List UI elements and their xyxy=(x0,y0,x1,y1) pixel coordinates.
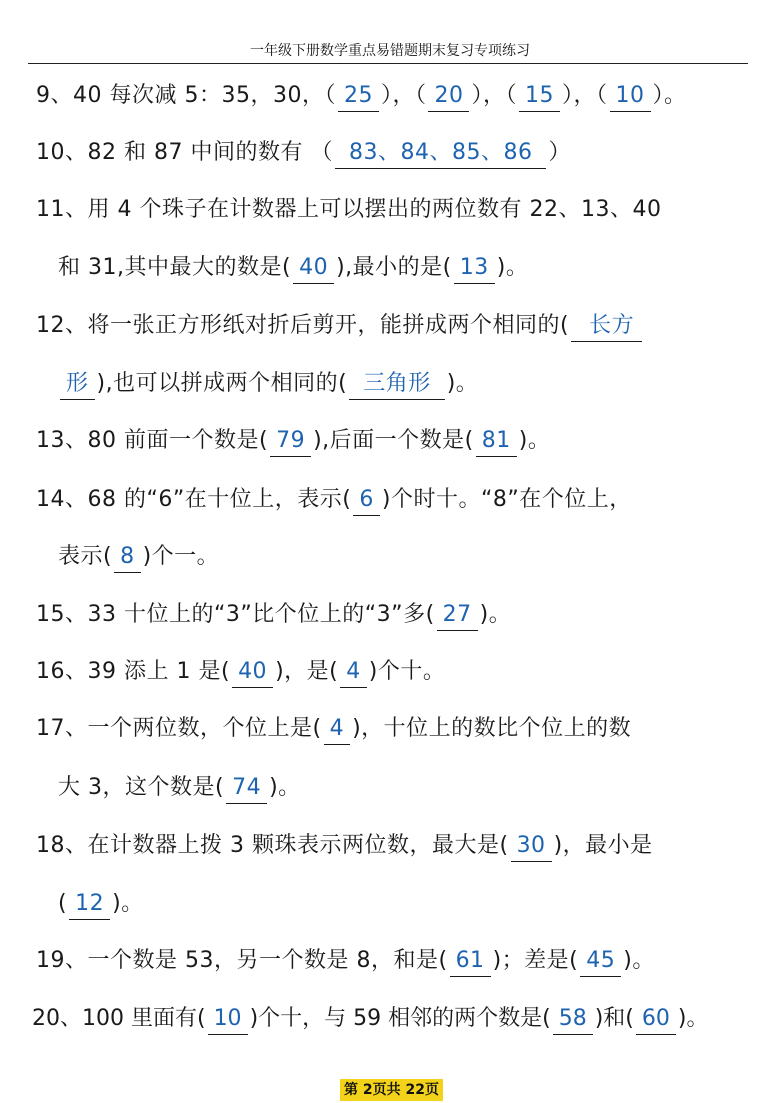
question-text: )。 xyxy=(623,948,655,973)
question-text: )，是( xyxy=(275,659,339,684)
question-text: )。 xyxy=(496,255,529,280)
answer-blank: 27 xyxy=(437,600,478,631)
answer-blank: 8 xyxy=(114,542,141,573)
question-11 xyxy=(36,190,661,230)
question-text: ),也可以拼成两个相同的( xyxy=(96,371,348,396)
question-11-cont xyxy=(58,248,528,288)
question-text: 9、40 每次减 5：35，30，（ xyxy=(36,83,336,108)
question-text: ）。 xyxy=(652,83,687,108)
answer-blank: 25 xyxy=(338,81,379,112)
header-divider xyxy=(28,63,748,64)
answer-blank: 4 xyxy=(324,714,351,745)
question-16 xyxy=(36,652,445,692)
question-text: )个时十。“8”在个位上， xyxy=(381,487,632,512)
question-text: )。 xyxy=(518,428,551,453)
answer-blank: 30 xyxy=(511,831,552,862)
question-18-cont xyxy=(58,884,144,924)
question-text: 20、100 里面有( xyxy=(32,1006,206,1031)
question-text: ），（ xyxy=(380,83,427,108)
question-text: )。 xyxy=(479,602,512,627)
answer-blank: 60 xyxy=(636,1004,676,1035)
answer-blank: 12 xyxy=(69,889,110,920)
question-19 xyxy=(36,941,655,981)
question-text: )。 xyxy=(446,371,479,396)
question-17-cont xyxy=(58,768,301,808)
question-text: 18、在计数器上拨 3 颗珠表示两位数，最大是( xyxy=(36,833,509,858)
question-text: )个十，与 59 相邻的两个数是( xyxy=(249,1006,551,1031)
question-15 xyxy=(36,595,511,635)
answer-blank: 58 xyxy=(553,1004,593,1035)
question-text: )。 xyxy=(112,891,144,916)
question-13 xyxy=(36,421,550,461)
question-text: 表示( xyxy=(58,544,113,569)
question-17 xyxy=(36,709,631,749)
question-text: 12、将一张正方形纸对折后剪开，能拼成两个相同的( xyxy=(36,313,570,338)
question-18 xyxy=(36,826,653,866)
question-text: 和 31,其中最大的数是( xyxy=(58,255,292,280)
answer-blank: 40 xyxy=(293,253,334,284)
page-header: 一年级下册数学重点易错题期末复习专项练习 xyxy=(250,43,530,59)
answer-blank: 45 xyxy=(580,946,621,977)
question-text: ),后面一个数是( xyxy=(313,428,474,453)
answer-blank: 74 xyxy=(226,773,267,804)
question-text: 10、82 和 87 中间的数有 （ xyxy=(36,140,333,165)
question-text: 19、一个数是 53，另一个数是 8，和是( xyxy=(36,948,448,973)
answer-blank: 6 xyxy=(353,485,380,516)
answer-blank: 10 xyxy=(208,1004,248,1035)
question-text: )。 xyxy=(677,1006,709,1031)
question-10 xyxy=(36,133,571,173)
answer-blank: 长方 xyxy=(571,311,642,342)
answer-blank: 10 xyxy=(610,81,651,112)
question-text: 13、80 前面一个数是( xyxy=(36,428,269,453)
answer-blank: 4 xyxy=(340,657,367,688)
question-20 xyxy=(32,999,708,1039)
question-text: 大 3，这个数是( xyxy=(58,775,225,800)
question-text: 17、一个两位数，个位上是( xyxy=(36,716,322,741)
question-text: )，十位上的数比个位上的数 xyxy=(352,716,632,741)
answer-blank: 20 xyxy=(428,81,469,112)
answer-blank: 40 xyxy=(232,657,273,688)
question-text: )个十。 xyxy=(368,659,446,684)
question-text: ( xyxy=(58,891,68,916)
question-12-cont xyxy=(58,364,478,404)
question-12 xyxy=(36,306,644,346)
question-text: ),最小的是( xyxy=(336,255,452,280)
answer-blank: 三角形 xyxy=(349,369,445,400)
page-number: 第 2页共 22页 xyxy=(340,1079,443,1101)
answer-blank: 61 xyxy=(450,946,491,977)
answer-blank: 13 xyxy=(454,253,495,284)
question-text: )。 xyxy=(269,775,301,800)
question-text: 15、33 十位上的“3”比个位上的“3”多( xyxy=(36,602,435,627)
question-text: ），（ xyxy=(562,83,608,108)
question-text: 14、68 的“6”在十位上，表示( xyxy=(36,487,352,512)
answer-blank: 15 xyxy=(519,81,560,112)
question-text: )，最小是 xyxy=(553,833,653,858)
question-9 xyxy=(36,76,687,116)
answer-blank: 81 xyxy=(476,426,517,457)
question-text: )；差是( xyxy=(492,948,579,973)
question-14-cont xyxy=(58,537,219,577)
answer-blank: 83、84、85、86 xyxy=(335,138,546,169)
question-text: )个一。 xyxy=(142,544,220,569)
answer-blank: 形 xyxy=(60,369,95,400)
question-14 xyxy=(36,480,632,520)
question-text: 16、39 添上 1 是( xyxy=(36,659,231,684)
question-text: 11、用 4 个珠子在计数器上可以摆出的两位数有 22、13、40 xyxy=(36,197,662,222)
question-text: ） xyxy=(548,140,571,165)
question-text: ），（ xyxy=(471,83,517,108)
question-text: )和( xyxy=(594,1006,634,1031)
answer-blank: 79 xyxy=(270,426,311,457)
